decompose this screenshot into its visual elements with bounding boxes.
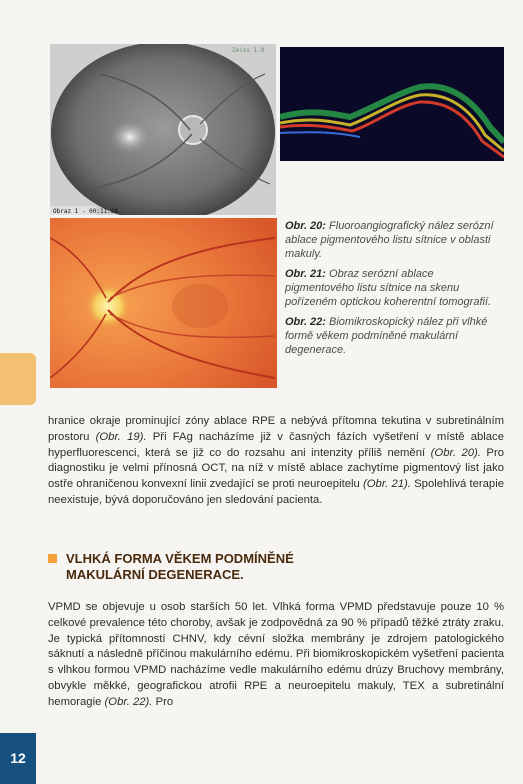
angiogram-image bbox=[50, 44, 276, 215]
figure-reference: (Obr. 20). bbox=[430, 446, 481, 459]
caption-text: Fluoroangiografický nález serózní ablace pigmentového listu sítnice v oblasti makuly. bbox=[285, 220, 494, 260]
caption-text: Biomikroskopický nález při vlhké formě věkem podmíněné makulární degenerace. bbox=[285, 316, 488, 356]
oct-scan-image bbox=[280, 47, 504, 161]
paragraph-text: Pro diagnostiku je velmi přínosná OCT, na níž v místě ablace zachytíme pigmentový list jako ostře ohraničenou konvexní linii zvedající se proti neuroepitelu bbox=[48, 446, 505, 491]
caption-text: Obraz serózní ablace pigmentového listu sítnice na skenu pořízeném optickou koherentní tomografií. bbox=[285, 268, 492, 308]
caption-obr-22 bbox=[285, 315, 505, 357]
caption-obr-21 bbox=[285, 267, 505, 309]
heading-bullet-square bbox=[48, 554, 57, 563]
caption-label: Obr. 21: bbox=[285, 268, 326, 280]
figure-reference: (Obr. 21). bbox=[362, 478, 411, 491]
angiogram-corner-label: Zeiss 1.0 bbox=[232, 47, 265, 54]
page-number: 12 bbox=[0, 733, 36, 784]
paragraph-text: Při FAg nacházíme již v časných fázích vyšetření v místě ablace hyperfluorescenci, která se již co do rozsahu ani intenzity příliš nemění bbox=[48, 430, 504, 459]
paragraph-text: Spolehlivá terapie neexistuje, bývá doporučováno jen sledování pacienta. bbox=[48, 478, 504, 506]
figure-reference: (Obr. 19). bbox=[95, 430, 147, 443]
fundus-photo-image bbox=[50, 218, 277, 388]
oct-scan-graphic bbox=[280, 47, 504, 161]
caption-obr-20 bbox=[285, 219, 505, 261]
fundus-graphic bbox=[50, 218, 277, 388]
paragraph-text: hranice okraje prominující zóny ablace RPE a nebývá přítomna tekutina v subretinálním prostoru bbox=[48, 415, 504, 443]
heading-line-1: VLHKÁ FORMA VĚKEM PODMÍNĚNÉ bbox=[66, 551, 294, 566]
heading-line-2: MAKULÁRNÍ DEGENERACE. bbox=[66, 567, 244, 582]
caption-label: Obr. 22: bbox=[285, 316, 326, 328]
angiogram-label: Obraz 1 - 00:11.38 bbox=[53, 208, 119, 215]
paragraph-ablation-diagnosis bbox=[48, 414, 504, 509]
paragraph-wet-amd bbox=[48, 600, 504, 711]
paragraph-text: VPMD se objevuje u osob starších 50 let. Vlhká forma VPMD představuje pouze 10 % celkové prevalence této choroby, avšak je zodpovědná za 90 % případů těžké ztráty zraku. Je typická přítomností CHNV, kdy cévní složka membrány je zdrojem patologického sáknutí a následně příčinou makulárního edému. Při biomikroskopickém vyšetření pacienta s vlhkou formou VPMD nacházíme vedle makulárního edému drúzy Bruchovy membrány, obvykle měkké, geografickou atrofii RPE a neuroepitelu makuly, TEX a subretinální hemoragie bbox=[48, 601, 504, 708]
figure-reference: (Obr. 22). bbox=[104, 695, 153, 708]
chapter-tab-marker bbox=[0, 353, 36, 405]
figure-captions bbox=[285, 219, 505, 363]
angiogram-graphic bbox=[50, 44, 276, 215]
caption-label: Obr. 20: bbox=[285, 220, 326, 232]
paragraph-text: Pro bbox=[152, 695, 174, 708]
section-heading bbox=[48, 551, 468, 583]
